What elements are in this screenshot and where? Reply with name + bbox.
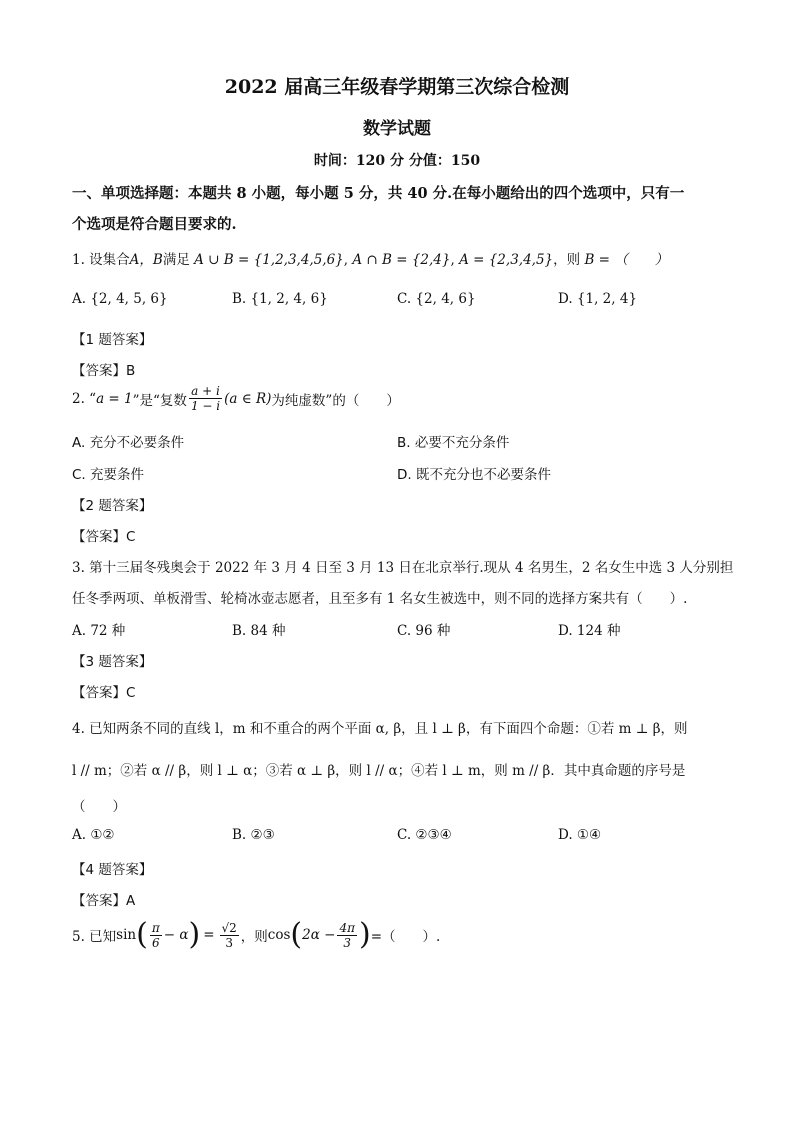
q1-answer: 【答案】B	[72, 363, 136, 379]
q2-condition: a = 1	[96, 390, 133, 407]
q5-cos-inner: 2α −	[302, 927, 336, 943]
q4-answer-header: 【4 题答案】	[72, 862, 153, 878]
question-5-stem	[72, 917, 441, 952]
q5-rhs-num: √2	[221, 920, 237, 935]
question-1-stem: 1. 设集合A，B满足 A ∪ B = {1,2,3,4,5,6}, A ∩ B = {2,4}, A = {2,3,4,5}，则 B = （ ）	[72, 252, 669, 268]
q1-end: B = （ ）	[584, 252, 669, 268]
q5-sin-minus: − α	[163, 927, 189, 943]
q2-option-b[interactable]: B. 必要不充分条件	[397, 435, 510, 451]
q5-mid: ，则	[240, 929, 268, 945]
q2-answer-header: 【2 题答案】	[72, 498, 153, 514]
section-heading-line1: 一、单项选择题：本题共 8 小题，每小题 5 分，共 40 分.在每小题给出的四个选项中，只有一	[72, 185, 685, 202]
question-3-stem-line2: 任冬季两项、单板滑雪、轮椅冰壶志愿者，且至多有 1 名女生被选中，则不同的选择方案共有（ ）.	[72, 591, 688, 607]
q3-option-a[interactable]: A. 72 种	[72, 623, 126, 639]
q1-expr-set-a: A = {2,3,4,5}	[459, 252, 554, 268]
subject-title: 数学试题	[363, 119, 431, 139]
section-heading-line2: 个选项是符合题目要求的.	[72, 216, 237, 233]
q5-prefix: 5. 已知	[72, 929, 117, 945]
q2-option-a[interactable]: A. 充分不必要条件	[72, 435, 185, 451]
q2-frac-num: a + i	[191, 384, 220, 398]
q1-prefix: 1. 设集合	[72, 252, 130, 268]
q1-option-d[interactable]: D. {1, 2, 4}	[558, 291, 638, 307]
q5-sin-label: sin	[116, 927, 137, 943]
q5-cos-frac-num: 4π	[339, 920, 355, 935]
q2-domain: (a ∈ R)	[224, 390, 272, 407]
question-4-stem-line1: 4. 已知两条不同的直线 l，m 和不重合的两个平面 α, β，且 l ⊥ β，有下面四个命题：①若 m ⊥ β，则	[72, 721, 688, 737]
time-info: 时间：120 分 分值：150	[313, 153, 481, 169]
exam-title: 2022 届高三年级春学期第三次综合检测	[224, 76, 570, 98]
q5-cos-fraction	[337, 921, 357, 950]
q1-option-a[interactable]: A. {2, 4, 5, 6}	[72, 291, 168, 307]
q2-frac-den: 1 − i	[190, 399, 221, 413]
q1-expr-intersection: A ∩ B = {2,4}	[352, 252, 451, 268]
question-2-stem	[72, 384, 400, 413]
q3-option-c[interactable]: C. 96 种	[397, 623, 451, 639]
q2-tail: 为纯虚数”的（ ）	[271, 392, 400, 409]
q4-option-c[interactable]: C. ②③④	[397, 827, 452, 843]
q1-vars: A，B	[129, 252, 163, 268]
q2-option-d[interactable]: D. 既不充分也不必要条件	[397, 467, 551, 483]
q1-mid: 满足	[162, 252, 190, 268]
q2-prefix: 2. “	[72, 390, 97, 407]
q5-sin-fraction	[150, 921, 162, 950]
q5-cos-frac-den: 3	[343, 935, 352, 950]
q3-answer-header: 【3 题答案】	[72, 654, 153, 670]
q4-answer: 【答案】A	[72, 893, 136, 909]
question-3-stem-line1: 3. 第十三届冬残奥会于 2022 年 3 月 4 日至 3 月 13 日在北京举行.现从 4 名男生，2 名女生中选 3 人分别担	[72, 560, 734, 576]
q5-sin-right-paren: )	[188, 917, 201, 952]
q1-answer-header: 【1 题答案】	[72, 332, 153, 348]
q1-tail: ，则	[553, 252, 581, 268]
q4-option-b[interactable]: B. ②③	[232, 827, 275, 843]
q2-answer: 【答案】C	[72, 529, 136, 545]
q2-mid: ”是“复数	[132, 392, 187, 409]
q2-fraction	[189, 384, 222, 413]
q5-cos-label: cos	[267, 927, 291, 943]
q4-option-a[interactable]: A. ①②	[72, 827, 115, 843]
q5-rhs-fraction	[220, 921, 239, 950]
q5-sin-frac-num: π	[151, 920, 160, 935]
q2-option-c[interactable]: C. 充要条件	[72, 467, 145, 483]
q3-option-d[interactable]: D. 124 种	[558, 623, 621, 639]
q5-sin-left-paren: (	[136, 917, 148, 952]
q3-option-b[interactable]: B. 84 种	[232, 623, 286, 639]
q4-option-d[interactable]: D. ①④	[558, 827, 602, 843]
q1-expr-union: A ∪ B = {1,2,3,4,5,6}	[194, 252, 344, 268]
q5-cos-right-paren: )	[358, 917, 371, 952]
q1-option-c[interactable]: C. {2, 4, 6}	[397, 291, 476, 307]
q3-answer: 【答案】C	[72, 685, 136, 701]
question-4-stem-line2: l // m；②若 α // β，则 l ⊥ α；③若 α ⊥ β，则 l // α；④若 l ⊥ m，则 m // β．其中真命题的序号是	[72, 763, 686, 779]
q5-cos-left-paren: (	[290, 917, 303, 952]
question-4-stem-line3: （ ）	[72, 799, 126, 815]
q5-tail: =（ ）.	[370, 929, 441, 945]
q5-sin-frac-den: 6	[151, 935, 160, 950]
q1-option-b[interactable]: B. {1, 2, 4, 6}	[232, 291, 328, 307]
q5-equals: =	[203, 927, 215, 943]
q5-rhs-den: 3	[225, 935, 233, 950]
